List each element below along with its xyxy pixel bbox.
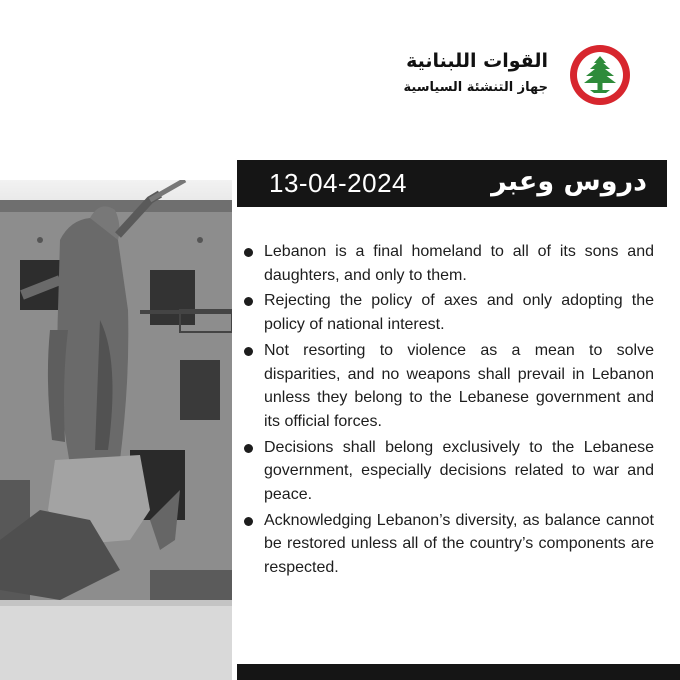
bullet-icon bbox=[244, 517, 253, 526]
statue-photo-drawing bbox=[0, 180, 232, 680]
list-item bbox=[242, 289, 654, 336]
list-item bbox=[242, 509, 654, 580]
list-item-text: Decisions shall belong exclusively to the Lebanese government, especially decisions related to war and peace. bbox=[264, 438, 654, 504]
list-item-text: Acknowledging Lebanon’s diversity, as balance cannot be restored unless all of the country’s components are respected. bbox=[264, 511, 654, 577]
list-item-text: Rejecting the policy of axes and only adopting the policy of national interest. bbox=[264, 292, 654, 334]
bullet-icon bbox=[244, 248, 253, 257]
title-banner bbox=[237, 160, 667, 207]
bullet-icon bbox=[244, 444, 253, 453]
banner-title: دروس وعبر bbox=[491, 166, 647, 197]
bullet-icon bbox=[244, 297, 253, 306]
list-item-text: Not resorting to violence as a mean to solve disparities, and no weapons shall prevail in Lebanon unless they belong to the Lebanese government and its official forces. bbox=[264, 341, 654, 430]
list-item-text: Lebanon is a final homeland to all of its sons and daughters, and only to them. bbox=[264, 243, 654, 284]
bullet-icon bbox=[244, 347, 253, 356]
list-item bbox=[242, 240, 654, 287]
banner-date: 13-04-2024 bbox=[269, 168, 407, 198]
org-subtitle: جهاز التنشئة السياسية bbox=[403, 80, 548, 95]
lessons-list bbox=[242, 240, 654, 582]
martyrs-statue-photo bbox=[0, 180, 232, 680]
org-title: القوات اللبنانية bbox=[406, 50, 548, 72]
footer-band bbox=[237, 664, 680, 680]
cedar-tree-logo-icon bbox=[568, 43, 632, 107]
list-item bbox=[242, 339, 654, 434]
list-item bbox=[242, 436, 654, 507]
